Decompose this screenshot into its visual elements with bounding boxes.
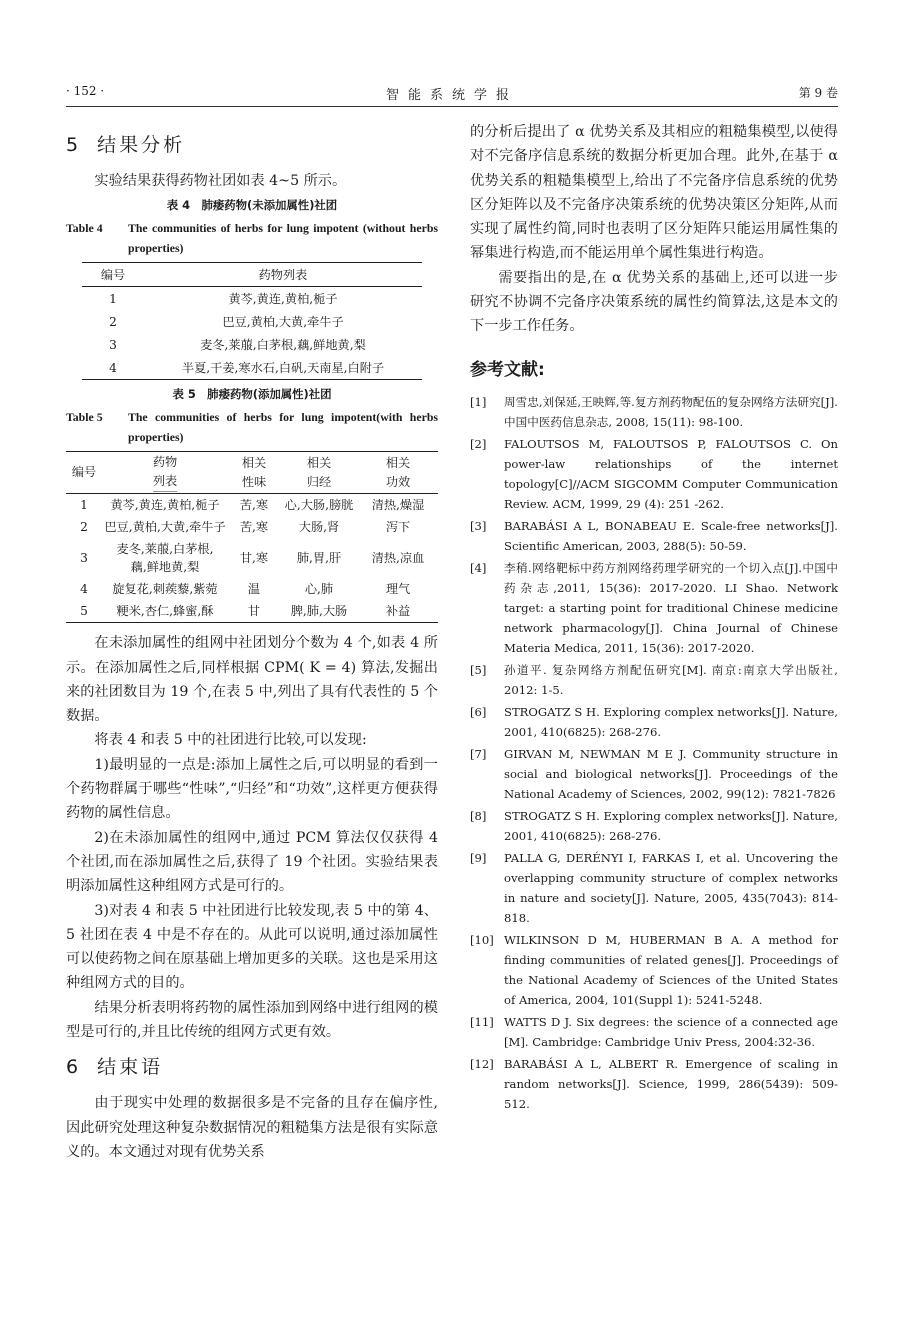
table-row: 4 旋复花,刺蒺藜,紫菀 温 心,肺 理气 <box>80 582 411 597</box>
body-paragraph: 结果分析表明将药物的属性添加到网络中进行组网的模型是可行的,并且比传统的组网方式更有效。 <box>66 999 438 1041</box>
body-paragraph: 1)最明显的一点是:添加上属性之后,可以明显的看到一个药物群属于哪些“性味”,“归经”和“功效”,这样更方便获得药物的属性信息。 <box>66 756 438 822</box>
table5-header-id: 编号 <box>66 452 102 494</box>
table4-caption-cn: 表 4 肺痿药物(未添加属性)社团 <box>166 198 338 213</box>
reference-item: [9] PALLA G, DERÉNYI I, FARKAS I, et al. Uncovering the overlapping community structure of complex networks in nature and society[J]. Nature, 2005, 435(7043): 814-818. <box>470 850 838 925</box>
journal-title: 智能系统学报 <box>385 88 518 103</box>
reference-item: [12] BARABÁSI A L, ALBERT R. Emergence of scaling in random networks[J]. Science, 1999, 286(5439): 509-512. <box>470 1056 838 1111</box>
table-row: 3 麦冬,莱菔,白茅根,藕,鲜地黄,梨 <box>109 337 366 353</box>
reference-item: [3] BARABÁSI A L, BONABEAU E. Scale-free networks[J]. Scientific American, 2003, 288(5): 50-59. <box>470 518 838 553</box>
body-paragraph: 2)在未添加属性的组网中,通过 PCM 算法仅仅获得 4 个社团,而在添加属性之后,获得了 19 个社团。实验结果表明添加属性这种组网方式是可行的。 <box>66 829 438 895</box>
intro-paragraph: 实验结果获得药物社团如表 4~5 所示。 <box>94 173 347 189</box>
body-paragraph: 3)对表 4 和表 5 中社团进行比较发现,表 5 中的第 4、5 社团在表 4 中是不存在的。从此可以说明,通过添加属性可以使药物之间在原基础上增加更多的关联。这也是采用这种组网方式的目的。 <box>66 902 438 992</box>
left-column <box>66 120 438 1164</box>
table-4 <box>82 262 422 380</box>
reference-item: [7] GIRVAN M, NEWMAN M E J. Community structure in social and biological networks[J]. Proceedings of the National Academy of Sciences, 2002, 99(12): 7821-7826 <box>470 746 838 801</box>
section-5-heading: 5 结果分析 <box>66 134 186 156</box>
table-row: 4 半夏,干姜,寒水石,白矾,天南星,白附子 <box>82 356 422 380</box>
table5-header-meridian: 相关 归经 <box>280 452 358 494</box>
reference-item: [2] FALOUTSOS M, FALOUTSOS P, FALOUTSOS C. On power-law relationships of the internet topology[C]//ACM SIGCOMM Computer Communication Review. ACM, 1999, 29 (4): 251 -262. <box>470 436 838 511</box>
page-number: · 152 · <box>66 84 105 98</box>
table-row: 2 巴豆,黄柏,大黄,牵牛子 苦,寒 大肠,肾 泻下 <box>80 520 411 535</box>
references-heading: 参考文献: <box>470 359 545 380</box>
right-column <box>470 120 838 1116</box>
table-row: 2 巴豆,黄柏,大黄,牵牛子 <box>109 314 344 330</box>
body-paragraph: 将表 4 和表 5 中的社团进行比较,可以发现: <box>94 732 367 749</box>
table5-header-effect: 相关 功效 <box>358 452 438 494</box>
reference-item: [4] 李稍.网络靶标中药方剂网络药理学研究的一个切入点[J].中国中药杂志,2011, 15(36): 2017-2020. LI Shao. Network target: a starting point for traditional Chinese medicine network pharmacology[J]. China Journal of Chinese Materia Medica, 2011, 15(36): 2017-2020. <box>470 560 838 655</box>
table5-caption-cn: 表 5 肺痿药物(添加属性)社团 <box>172 387 332 402</box>
body-paragraph: 的分析后提出了 α 优势关系及其相应的粗糙集模型,以使得对不完备序信息系统的数据分析更加合理。此外,在基于 α 优势关系的粗糙集模型上,给出了不完备序信息系统的优势区分矩阵以及不完备序决策系统的优势决策区分矩阵,从而实现了属性约简,同时也表明了区分矩阵只能运用属性集的幂集进行构造,而不能运用单个属性集进行构造。 <box>470 124 838 262</box>
table-5 <box>66 451 438 623</box>
table-row: 3 麦冬,莱菔,白茅根, 藕,鲜地黄,梨 甘,寒 肺,胃,肝 清热,凉血 <box>80 542 425 575</box>
body-paragraph: 在未添加属性的组网中社团划分个数为 4 个,如表 4 所示。在添加属性之后,同样根据 CPM( K = 4) 算法,发掘出来的社团数目为 19 个,在表 5 中,列出了具有代表性的 5 个数据。 <box>66 635 438 725</box>
table-row: 5 粳米,杏仁,蜂蜜,酥 甘 脾,肺,大肠 补益 <box>66 600 438 623</box>
body-paragraph: 由于现实中处理的数据很多是不完备的且存在偏序性,因此研究处理这种复杂数据情况的粗糙集方法是很有实际意义的。本文通过对现有优势关系 <box>66 1095 438 1160</box>
reference-item: [10] WILKINSON D M, HUBERMAN B A. A method for finding communities of related genes[J]. Proceedings of the National Academy of Sciences of the United States of America, 2004, 101(Suppl 1): 5241-5248. <box>470 932 838 1007</box>
body-paragraph: 需要指出的是,在 α 优势关系的基础上,还可以进一步研究不协调不完备序决策系统的属性约简算法,这是本文的下一步工作任务。 <box>470 269 838 335</box>
table5-header-taste: 相关 性味 <box>228 452 280 494</box>
reference-item: [1] 周雪忠,刘保延,王映辉,等.复方剂药物配伍的复杂网络方法研究[J].中国中医药信息杂志, 2008, 15(11): 98-100. <box>470 394 838 429</box>
section-6-heading: 6 结束语 <box>66 1056 164 1079</box>
table5-caption-en: Table 5 The communities of herbs for lung impotent(with herbs properties) <box>66 410 438 445</box>
table-row: 1 黄芩,黄连,黄柏,栀子 <box>109 291 338 307</box>
reference-item: [6] STROGATZ S H. Exploring complex networks[J]. Nature, 2001, 410(6825): 268-276. <box>470 704 838 739</box>
reference-item: [5] 孙道平. 复杂网络方剂配伍研究[M]. 南京:南京大学出版社, 2012: 1-5. <box>470 662 838 697</box>
table4-header-list: 药物列表 <box>144 263 422 287</box>
table-row: 1 黄芩,黄连,黄柏,栀子 苦,寒 心,大肠,膀胱 清热,燥湿 <box>80 498 425 513</box>
reference-item: [11] WATTS D J. Six degrees: the science of a connected age [M]. Cambridge: Cambridge Univ Press, 2004:32-36. <box>470 1014 838 1049</box>
page-header <box>66 84 838 104</box>
table4-header-id: 编号 <box>82 263 144 287</box>
volume-label: 第 9 卷 <box>798 86 838 100</box>
reference-item: [8] STROGATZ S H. Exploring complex networks[J]. Nature, 2001, 410(6825): 268-276. <box>470 808 838 843</box>
header-rule <box>66 106 838 107</box>
table4-caption-en: Table 4 The communities of herbs for lung impotent (without herbs properties) <box>66 221 438 256</box>
table5-header-herbs: 药物 列表 <box>102 452 228 494</box>
